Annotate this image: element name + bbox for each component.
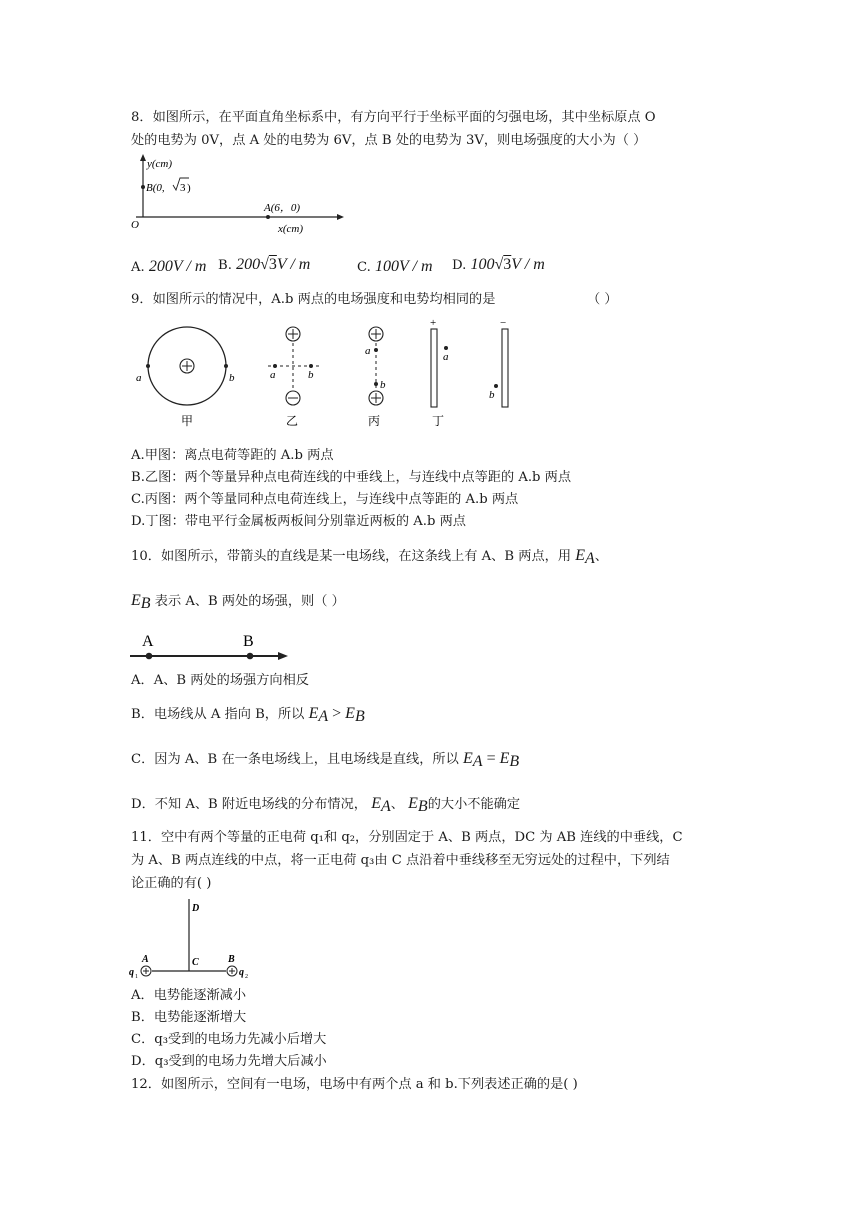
q10-point-a [146, 653, 153, 660]
q11-option-a: A．电势能逐渐减小 [131, 988, 247, 1003]
q9-bing-a-label: a [365, 345, 371, 357]
q10-point-a-label: A [142, 633, 154, 650]
q9-bing-b-label: b [380, 379, 386, 391]
svg-text:2: 2 [245, 974, 248, 980]
q9-option-d: D.丁图：带电平行金属板两板间分别靠近两板的 A.b 两点 [131, 514, 466, 529]
q9-jia-caption: 甲 [181, 414, 194, 428]
q11-q2-label: q [239, 967, 244, 978]
q11-option-d: D．q₃受到的电场力先增大后减小 [131, 1054, 327, 1069]
q11-point-b-label: B [228, 954, 235, 965]
q10-option-a: A．A、B 两处的场强方向相反 [131, 673, 309, 688]
q9-ding-a-label: a [443, 351, 449, 363]
q9-ding-b-label: b [489, 389, 495, 401]
q8-origin-label: O [131, 219, 139, 231]
q10-field-line-figure [128, 628, 293, 664]
q8-stem-line1: 8．如图所示，在平面直角坐标系中，有方向平行于坐标平面的匀强电场，其中坐标原点 O [131, 110, 656, 125]
q9-ding-minus-sign: − [500, 317, 507, 329]
q9-answer-bracket: （ ） [587, 292, 618, 307]
q9-ding-negative-plate [502, 329, 508, 407]
q8-point-b-label: B(0, [146, 182, 165, 194]
q11-stem-line2: 为 A、B 两点连线的中点，将一正电荷 q₃由 C 点沿着中垂线移至无穷远处的过程中，下列结 [131, 853, 670, 868]
q8-point-b [141, 185, 145, 189]
q9-jia-b-label: b [229, 372, 235, 384]
q8-point-b-sqrt3: 3 [180, 182, 186, 194]
q8-point-b-close: ) [187, 182, 191, 194]
q8-option-b: B. 200√3V / m [218, 256, 311, 273]
q8-option-d: D. 100√3V / m [452, 256, 545, 273]
svg-text:1: 1 [135, 974, 138, 980]
q11-charges-figure [128, 893, 258, 983]
q11-point-d-label: D [192, 903, 200, 914]
q8-y-axis-label: y(cm) [147, 158, 173, 170]
q9-option-a: A.甲图：离点电荷等距的 A.b 两点 [131, 448, 334, 463]
q9-yi-caption: 乙 [286, 414, 299, 428]
q8-option-c-value: 100V / m [375, 258, 433, 275]
q11-q1-label: q [129, 967, 134, 978]
q9-ding-plus-sign: + [430, 317, 437, 329]
q9-jia-a-label: a [136, 372, 142, 384]
q9-yi-b-label: b [308, 369, 314, 381]
q8-x-axis-label: x(cm) [278, 223, 304, 235]
q11-option-b: B．电势能逐渐增大 [131, 1010, 247, 1025]
q11-stem-line3: 论正确的有( ) [131, 876, 212, 891]
q8-option-d-radical: √3 [494, 256, 512, 273]
q10-point-b [247, 653, 254, 660]
q12-stem: 12．如图所示，空间有一电场，电场中有两个点 a 和 b.下列表述正确的是( ) [131, 1077, 578, 1092]
q11-point-c-label: C [192, 957, 199, 968]
q9-option-c: C.丙图：两个等量同种点电荷连线上，与连线中点等距的 A.b 两点 [131, 492, 519, 507]
q8-coordinate-figure [128, 152, 348, 238]
q8-point-a [266, 215, 270, 219]
q11-option-c: C．q₃受到的电场力先减小后增大 [131, 1032, 327, 1047]
q9-option-b: B.乙图：两个等量异种点电荷连线的中垂线上，与连线中点等距的 A.b 两点 [131, 470, 572, 485]
q8-option-b-radical: √3 [260, 256, 277, 273]
q9-figure [130, 316, 530, 436]
q8-option-c: C. 100V / m [357, 258, 433, 275]
q10-stem-line1: 10．如图所示，带箭头的直线是某一电场线，在这条线上有 A、B 两点，用 $E_A$、 [131, 547, 608, 567]
q10-point-b-label: B [243, 633, 254, 650]
q8-stem-line2: 处的电势为 0V，点 A 处的电势为 6V，点 B 处的电势为 3V，则电场强度的大小为（ ） [131, 133, 647, 148]
q8-option-a-value: 200V / m [148, 258, 207, 275]
q10-option-d: D．不知 A、B 附近电场线的分布情况， $E_A$、 $E_B$的大小不能确定 [131, 795, 521, 815]
q9-bing-caption: 丙 [368, 414, 381, 428]
q10-option-b: B．电场线从 A 指向 B，所以 $E_A > E_B$ [131, 705, 365, 725]
q11-stem-line1: 11．空中有两个等量的正电荷 q₁和 q₂，分别固定于 A、B 两点，DC 为 AB 连线的中垂线，C [131, 830, 683, 845]
q11-point-a-label: A [142, 954, 149, 965]
q8-point-a-label: A(6，0) [264, 202, 301, 214]
q8-option-a: A. 200V / m [131, 258, 207, 275]
q10-stem-line2: $E_B$ 表示 A、B 两处的场强，则（ ） [131, 592, 345, 612]
q9-stem: 9．如图所示的情况中，A.b 两点的电场强度和电势均相同的是 [131, 292, 496, 307]
q9-yi-a-label: a [270, 369, 276, 381]
q9-ding-positive-plate [431, 329, 437, 407]
q10-option-c: C．因为 A、B 在一条电场线上，且电场线是直线，所以 $E_A = E_B$ [131, 750, 520, 770]
q9-ding-caption: 丁 [432, 414, 445, 428]
